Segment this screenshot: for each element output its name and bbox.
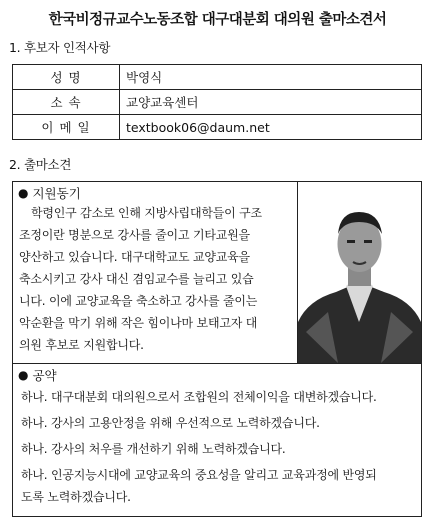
section-heading-statement: 2. 출마소견 — [9, 157, 72, 172]
candidate-photo — [298, 182, 421, 364]
candidate-info-table — [12, 64, 422, 140]
candidate-photo-illustration — [298, 182, 421, 363]
document-title: 한국비정규교수노동조합 대구대분회 대의원 출마소견서 — [48, 12, 387, 28]
section-heading-candidate-info: 1. 후보자 인적사항 — [9, 40, 111, 55]
table-row — [13, 115, 422, 140]
name-value: 박영식 — [120, 65, 422, 90]
statement-box — [12, 181, 422, 517]
pledge-item — [13, 464, 421, 508]
pledge-item-line: 하나. 인공지능시대에 교양교육의 중요성을 알리고 교육과정에 반영되 — [21, 468, 377, 482]
table-row — [13, 65, 422, 90]
pledge-heading: 공약 — [32, 368, 57, 383]
email-label: 이 메 일 — [13, 115, 120, 140]
bullet-icon: ● — [18, 368, 29, 382]
pledge-item: 하나. 대구대분회 대의원으로서 조합원의 전체이익을 대변하겠습니다. — [21, 390, 377, 404]
affiliation-value: 교양교육센터 — [120, 90, 422, 115]
motive-line: 학령인구 감소로 인해 지방사립대학들이 구조 — [31, 206, 262, 220]
motive-line: 양산하고 있습니다. 대구대학교도 교양교육을 — [19, 250, 250, 264]
affiliation-label: 소 속 — [13, 90, 120, 115]
motive-line: 조정이란 명분으로 강사를 줄이고 기타교원을 — [19, 228, 250, 242]
pledge-heading-row — [13, 364, 421, 384]
motive-line: 악순환을 막기 위해 작은 힘이나마 보태고자 대 — [19, 316, 258, 330]
pledge-item: 하나. 강사의 고용안정을 위해 우선적으로 노력하겠습니다. — [21, 416, 320, 430]
motive-line: 니다. 이에 교양교육을 축소하고 강사를 줄이는 — [19, 294, 258, 308]
bullet-icon: ● — [18, 186, 29, 200]
motive-line: 의원 후보로 지원합니다. — [19, 338, 144, 352]
table-row — [13, 90, 422, 115]
motive-line: 축소시키고 강사 대신 겸임교수를 늘리고 있습 — [19, 272, 254, 286]
pledge-section — [13, 364, 421, 508]
email-value: textbook06@daum.net — [120, 115, 422, 140]
motive-paragraph — [13, 202, 297, 356]
motive-section — [13, 182, 298, 364]
motive-heading: 지원동기 — [32, 186, 81, 201]
name-label: 성 명 — [13, 65, 120, 90]
pledge-item: 하나. 강사의 처우를 개선하기 위해 노력하겠습니다. — [21, 442, 286, 456]
pledge-item-line: 도록 노력하겠습니다. — [21, 490, 131, 504]
motive-heading-row — [13, 182, 297, 202]
